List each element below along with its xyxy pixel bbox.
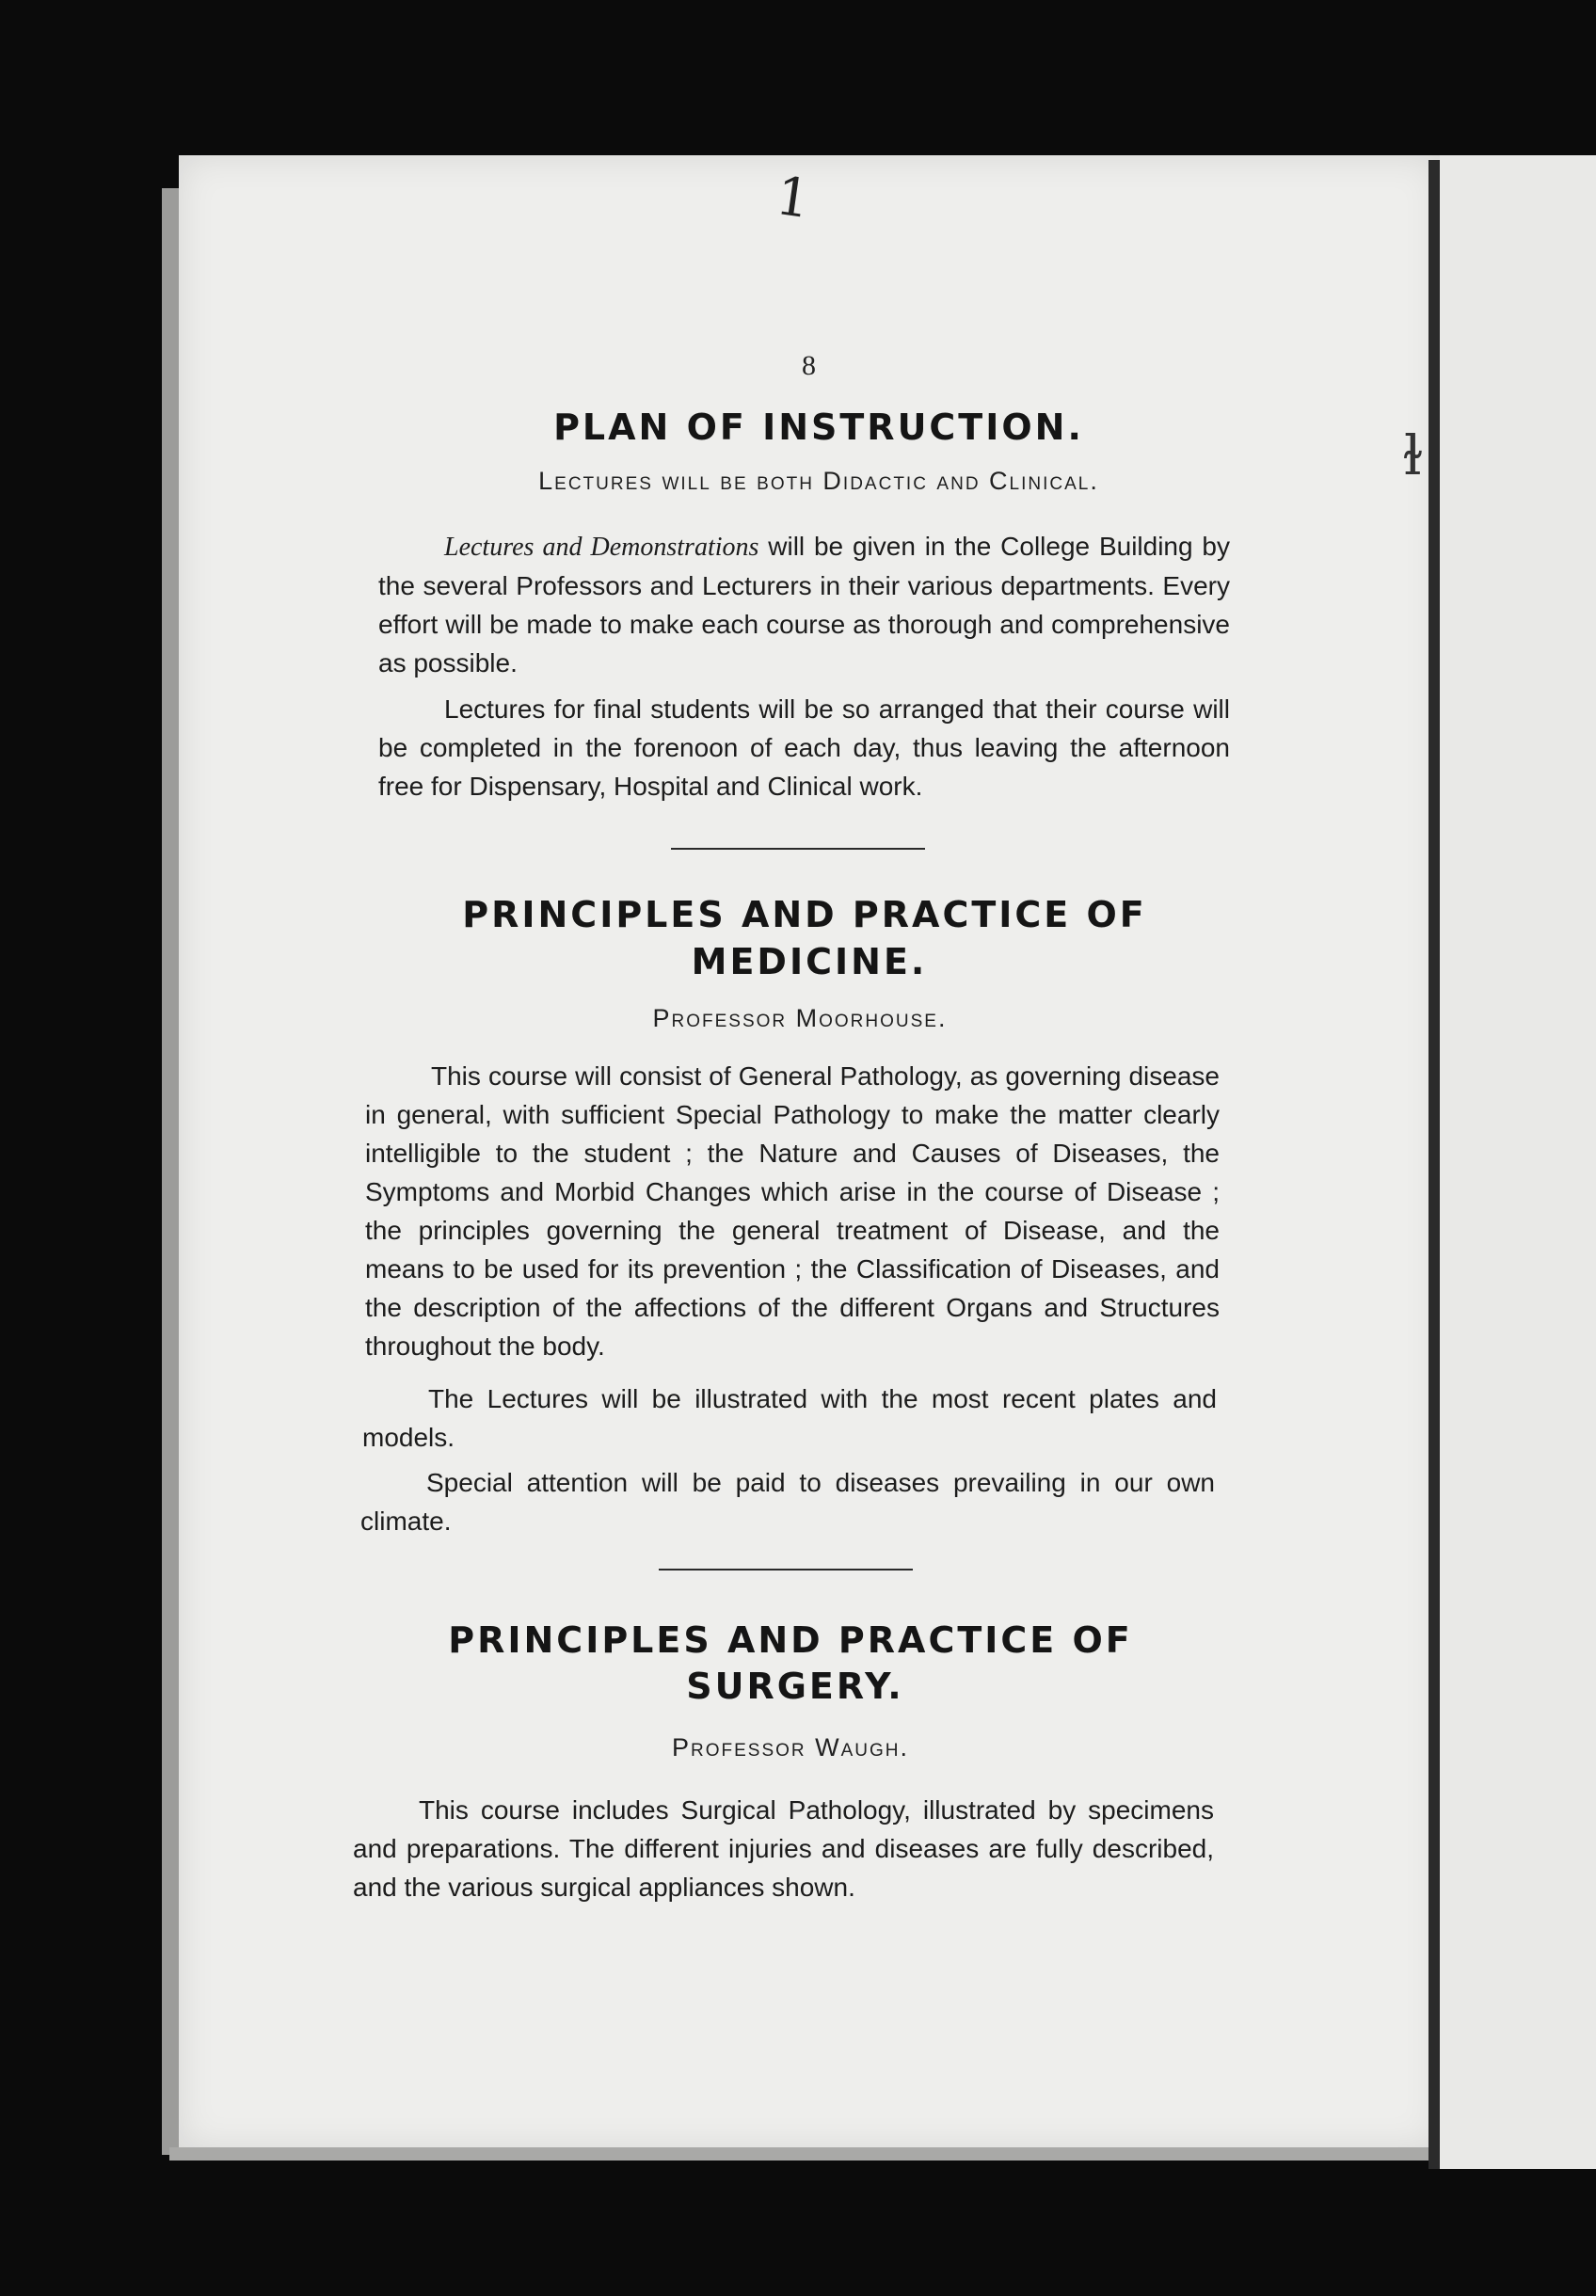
- paragraph-body: will be given in the College Building by the several Professors and Lecturers in their various departments. Every effort will be made to make each course as thorough and comprehensive as possible.: [378, 532, 1230, 678]
- section-subtitle-lectures: Lectures will be both Didactic and Clinical.: [538, 467, 1099, 495]
- paragraph-surgery-course: This course includes Surgical Pathology, illustrated by specimens and preparations. The different injuries and diseases are fully described, and the various surgical appliances shown.: [353, 1795, 1214, 1902]
- paragraph-medicine-course: This course will consist of General Pathology, as governing disease in general, with sufficient Special Pathology to make the matter clearly intelligible to the student ; the Nature and Causes of Diseases, the Symptoms and Morbid Changes which arise in the course of Disease ; the principles governing the general treatment of Disease, and the means to be used for its prevention ; the Classification of Diseases, and the description of the affections of the different Organs and Structures throughout the body.: [365, 1061, 1220, 1361]
- handwritten-page-mark: 1: [772, 165, 814, 231]
- paragraph-special-attention: Special attention will be paid to diseases prevailing in our own climate.: [360, 1468, 1215, 1536]
- section-title-surgery-line1: PRINCIPLES AND PRACTICE OF: [448, 1619, 1133, 1661]
- section-divider-1: [671, 848, 925, 850]
- section-title-medicine-line2: MEDICINE.: [691, 941, 928, 982]
- professor-waugh: Professor Waugh.: [671, 1733, 909, 1762]
- page-number: 8: [802, 350, 816, 381]
- margin-pencil-mark: ɫ: [1402, 423, 1424, 487]
- page-bottom-edge: [169, 2147, 1449, 2160]
- section-title-surgery-line2: SURGERY.: [686, 1666, 904, 1707]
- professor-moorhouse: Professor Moorhouse.: [652, 1004, 948, 1032]
- paragraph-final-students: Lectures for final students will be so arranged that their course will be completed in the forenoon of each day, thus leaving the afternoon free for Dispensary, Hospital and Clinical work.: [378, 694, 1230, 801]
- paragraph-lectures-illustrated: The Lectures will be illustrated with the most recent plates and models.: [362, 1384, 1217, 1452]
- facing-page: [1440, 155, 1596, 2169]
- section-divider-2: [659, 1569, 913, 1571]
- section-title-medicine-line1: PRINCIPLES AND PRACTICE OF: [462, 894, 1147, 935]
- paragraph-lectures-demonstrations: [378, 527, 1230, 682]
- section-title-plan-of-instruction: PLAN OF INSTRUCTION.: [553, 407, 1084, 448]
- paragraph-lead-italic: Lectures and Demonstrations: [444, 533, 759, 562]
